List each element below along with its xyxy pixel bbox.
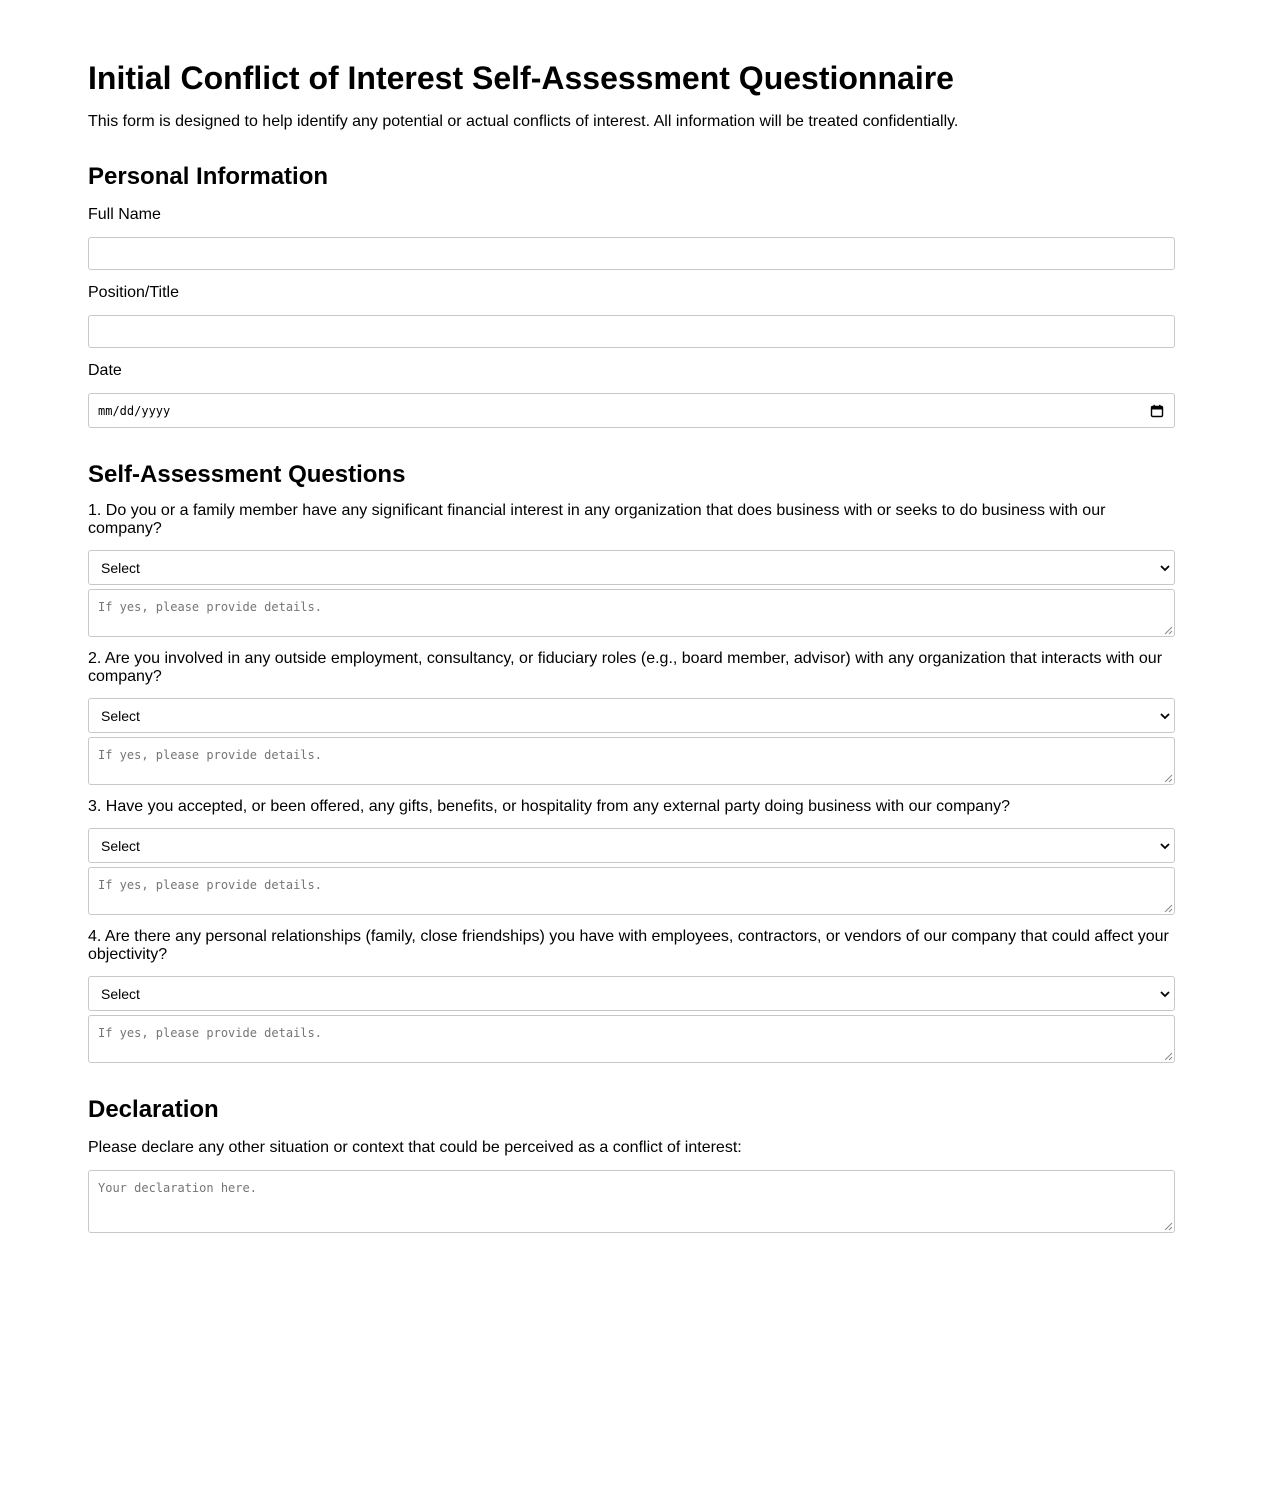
question-2-details-placeholder: If yes, please provide details.	[98, 748, 322, 762]
chevron-down-icon	[1159, 840, 1171, 852]
declaration-textarea[interactable]	[88, 1170, 1175, 1233]
intro-text: This form is designed to help identify any potential or actual conflicts of interest. All information will be treated confidentially.	[88, 113, 959, 130]
question-4-details-textarea[interactable]	[88, 1015, 1175, 1063]
full-name-label: Full Name	[88, 206, 161, 223]
declaration-placeholder: Your declaration here.	[98, 1181, 257, 1195]
question-4-select[interactable]	[88, 976, 1175, 1011]
question-1-select-value: Select	[101, 560, 140, 576]
question-4-text: 4. Are there any personal relationships (family, close friendships) you have with employees, contractors, or vendors of our company that could affect your objectivity?	[88, 928, 1169, 963]
question-3-details-textarea[interactable]	[88, 867, 1175, 915]
question-4-details-placeholder: If yes, please provide details.	[98, 1026, 322, 1040]
full-name-input[interactable]	[88, 237, 1175, 270]
declaration-heading: Declaration	[88, 1096, 219, 1123]
date-label: Date	[88, 362, 122, 379]
resize-handle-icon[interactable]	[1164, 1222, 1173, 1231]
resize-handle-icon[interactable]	[1164, 626, 1173, 635]
question-2-select-value: Select	[101, 708, 140, 724]
declaration-section	[88, 1095, 1175, 1233]
personal-information-heading: Personal Information	[88, 163, 329, 190]
chevron-down-icon	[1159, 710, 1171, 722]
date-input[interactable]	[88, 393, 1175, 428]
resize-handle-icon[interactable]	[1164, 904, 1173, 913]
page-title: Initial Conflict of Interest Self-Assessment Questionnaire	[88, 60, 954, 96]
question-3-select-value: Select	[101, 838, 140, 854]
chevron-down-icon	[1159, 562, 1171, 574]
calendar-icon[interactable]	[1150, 404, 1164, 418]
resize-handle-icon[interactable]	[1164, 1052, 1173, 1061]
question-3-text: 3. Have you accepted, or been offered, any gifts, benefits, or hospitality from any external party doing business with our company?	[88, 798, 1010, 815]
question-1-text: 1. Do you or a family member have any significant financial interest in any organization that does business with or seeks to do business with our company?	[88, 502, 1106, 537]
position-title-label: Position/Title	[88, 284, 179, 301]
chevron-down-icon	[1159, 988, 1171, 1000]
question-1-details-textarea[interactable]	[88, 589, 1175, 637]
question-2-select[interactable]	[88, 698, 1175, 733]
question-1-select[interactable]	[88, 550, 1175, 585]
question-3-select[interactable]	[88, 828, 1175, 863]
self-assessment-section	[88, 460, 1175, 1063]
question-2-text: 2. Are you involved in any outside employment, consultancy, or fiduciary roles (e.g., board member, advisor) with any organization that interacts with our company?	[88, 650, 1163, 685]
declaration-prompt: Please declare any other situation or context that could be perceived as a conflict of interest:	[88, 1139, 742, 1156]
self-assessment-heading: Self-Assessment Questions	[88, 461, 406, 488]
question-4-select-value: Select	[101, 986, 140, 1002]
personal-information-section	[88, 162, 1175, 428]
date-placeholder: mm/dd/yyyy	[98, 404, 171, 418]
resize-handle-icon[interactable]	[1164, 774, 1173, 783]
questionnaire-form	[88, 0, 1175, 1233]
question-1-details-placeholder: If yes, please provide details.	[98, 600, 322, 614]
question-3-details-placeholder: If yes, please provide details.	[98, 878, 322, 892]
question-2-details-textarea[interactable]	[88, 737, 1175, 785]
position-title-input[interactable]	[88, 315, 1175, 348]
